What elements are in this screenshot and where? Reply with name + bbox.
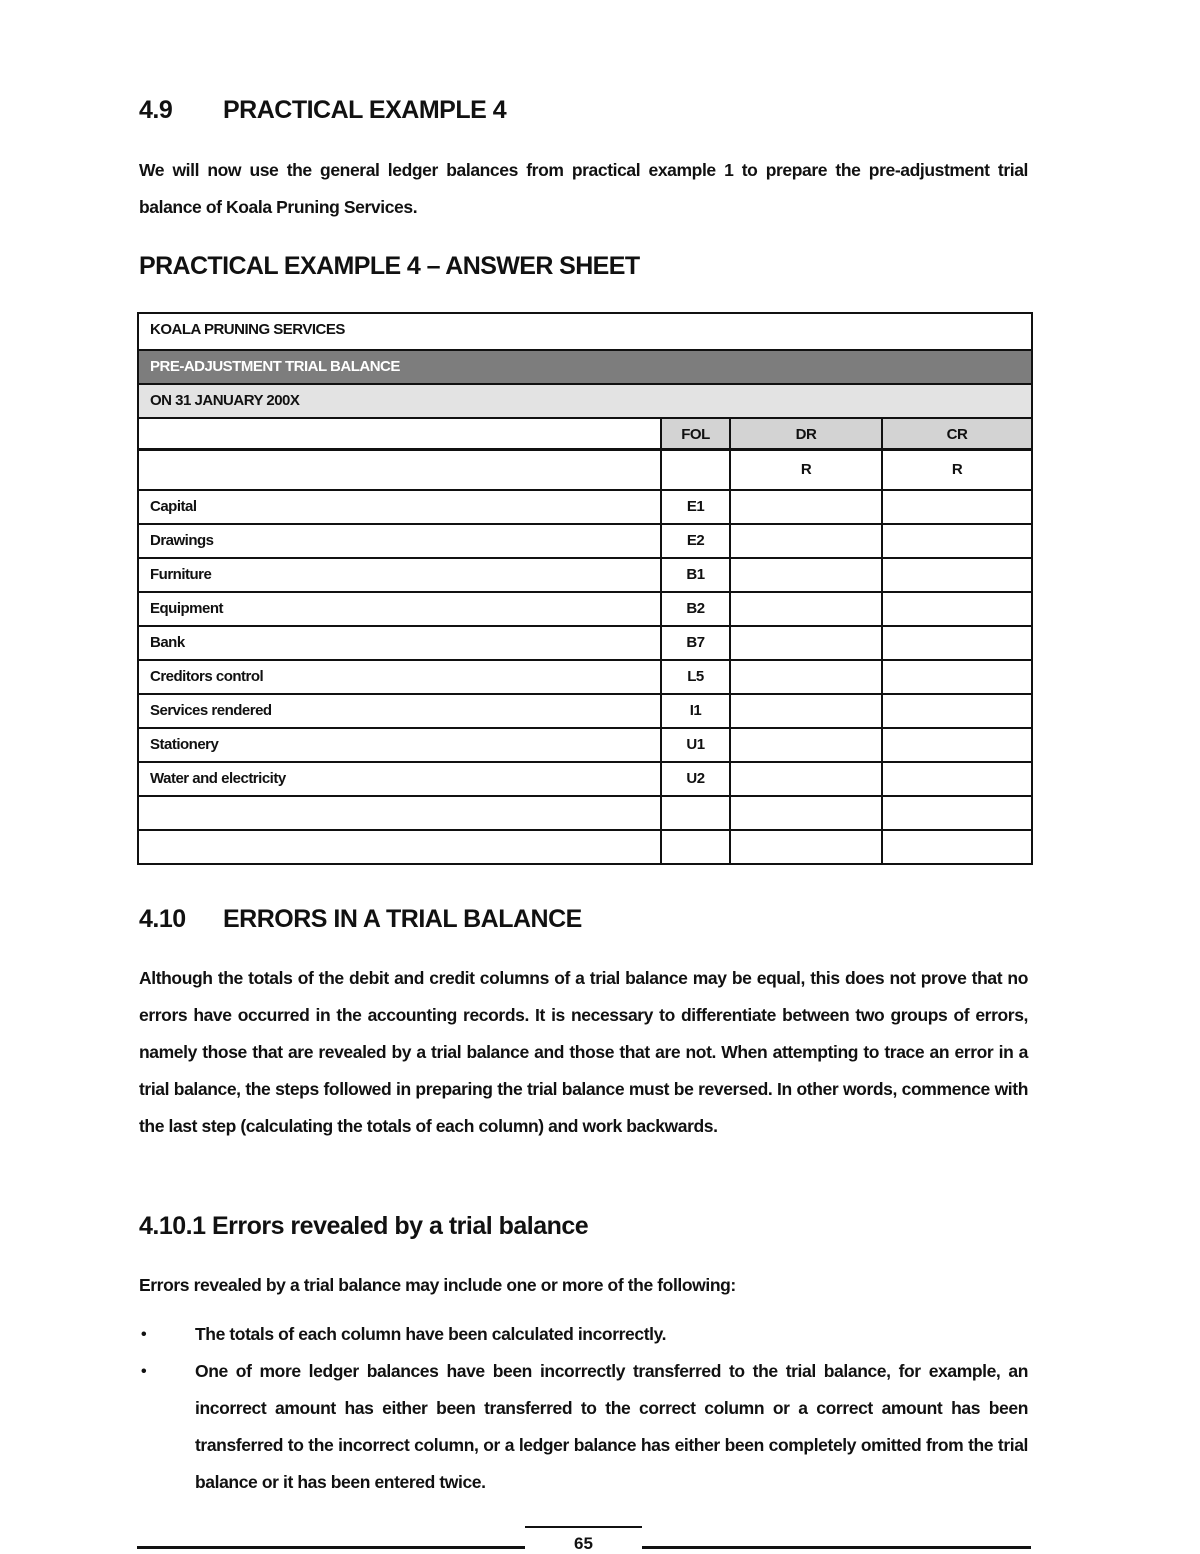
table-row — [139, 761, 1031, 795]
tb-account: Creditors control — [150, 668, 264, 685]
tb-account[interactable] — [139, 831, 660, 863]
tb-fol: L5 — [660, 661, 729, 693]
tb-cr-cell[interactable] — [881, 831, 1031, 863]
tb-date-row — [139, 383, 1031, 417]
footer-rule-left — [137, 1546, 525, 1549]
tb-cr-cell[interactable] — [881, 797, 1031, 829]
section-number: 4.10 — [139, 905, 186, 933]
tb-dr-cell[interactable] — [729, 695, 881, 727]
tb-fol: B2 — [660, 593, 729, 625]
list-item — [139, 1353, 1028, 1501]
footer-page-rule — [525, 1526, 642, 1528]
errors-bullet-list — [139, 1316, 1028, 1501]
tb-header-row — [139, 417, 1031, 451]
tb-account: Furniture — [150, 566, 212, 583]
tb-dr-cell[interactable] — [729, 729, 881, 761]
tb-cr-cell[interactable] — [881, 593, 1031, 625]
tb-currency-fol — [660, 451, 729, 489]
tb-fol: B1 — [660, 559, 729, 591]
trial-balance-table — [137, 312, 1033, 865]
tb-business-row — [139, 314, 1031, 349]
tb-cr-cell[interactable] — [881, 559, 1031, 591]
tb-fol: I1 — [660, 695, 729, 727]
tb-account: Stationery — [150, 736, 219, 753]
tb-header-account — [139, 419, 660, 448]
tb-header-cr: CR — [881, 419, 1031, 448]
tb-dr-cell[interactable] — [729, 491, 881, 523]
table-row — [139, 625, 1031, 659]
answer-sheet-title: PRACTICAL EXAMPLE 4 – ANSWER SHEET — [139, 252, 640, 280]
tb-title-row — [139, 349, 1031, 383]
tb-dr-cell[interactable] — [729, 763, 881, 795]
tb-account: Services rendered — [150, 702, 272, 719]
tb-dr-cell[interactable] — [729, 525, 881, 557]
tb-currency-row — [139, 451, 1031, 489]
intro-paragraph: We will now use the general ledger balances from practical example 1 to prepare the pre-adjustment trial balance of Koala Pruning Services. — [139, 160, 1028, 217]
tb-cr-cell[interactable] — [881, 525, 1031, 557]
tb-total-row — [139, 829, 1031, 863]
table-row — [139, 489, 1031, 523]
tb-fol: B7 — [660, 627, 729, 659]
tb-account[interactable] — [139, 797, 660, 829]
section-heading-4-10 — [139, 905, 582, 934]
tb-business-name: KOALA PRUNING SERVICES — [150, 321, 345, 338]
list-item-text: One of more ledger balances have been incorrectly transferred to the trial balance, for example, an incorrect amount has either been transferred to the correct column or a correct amount has been transferred to the incorrect column, or a ledger balance has either been completely omitted from the trial balance or it has been entered twice. — [195, 1361, 1028, 1492]
bullet-icon: • — [141, 1326, 147, 1343]
table-row — [139, 727, 1031, 761]
tb-cr-cell[interactable] — [881, 695, 1031, 727]
section-number: 4.9 — [139, 96, 173, 124]
tb-fol[interactable] — [660, 831, 729, 863]
tb-dr-cell[interactable] — [729, 593, 881, 625]
tb-fol[interactable] — [660, 797, 729, 829]
tb-cr-cell[interactable] — [881, 627, 1031, 659]
page-number: 65 — [574, 1534, 593, 1553]
revealed-intro: Errors revealed by a trial balance may include one or more of the following: — [139, 1275, 736, 1295]
table-row — [139, 523, 1031, 557]
table-row — [139, 557, 1031, 591]
tb-dr-cell[interactable] — [729, 627, 881, 659]
tb-currency-dr: R — [729, 451, 881, 489]
table-row — [139, 659, 1031, 693]
footer-rule-right — [642, 1546, 1031, 1549]
tb-header-dr: DR — [729, 419, 881, 448]
tb-fol: E2 — [660, 525, 729, 557]
errors-paragraph: Although the totals of the debit and credit columns of a trial balance may be equal, this does not prove that no errors have occurred in the accounting records. It is necessary to differentiate between two groups of errors, namely those that are revealed by a trial balance and those that are not. When attempting to trace an error in a trial balance, the steps followed in preparing the trial balance must be reversed. In other words, commence with the last step (calculating the totals of each column) and work backwards. — [139, 968, 1028, 1136]
tb-fol: E1 — [660, 491, 729, 523]
tb-dr-cell[interactable] — [729, 661, 881, 693]
section-title: PRACTICAL EXAMPLE 4 — [223, 96, 507, 124]
tb-empty-row — [139, 795, 1031, 829]
tb-date: ON 31 JANUARY 200X — [139, 385, 1031, 417]
table-row — [139, 591, 1031, 625]
tb-account: Drawings — [150, 532, 214, 549]
tb-cr-cell[interactable] — [881, 763, 1031, 795]
tb-account: Capital — [150, 498, 197, 515]
tb-account: Water and electricity — [150, 770, 286, 787]
tb-currency-account — [139, 451, 660, 489]
list-item-text: The totals of each column have been calculated incorrectly. — [195, 1324, 667, 1344]
tb-dr-cell[interactable] — [729, 831, 881, 863]
list-item — [139, 1316, 1028, 1353]
table-row — [139, 693, 1031, 727]
tb-fol: U1 — [660, 729, 729, 761]
tb-currency-cr: R — [881, 451, 1031, 489]
tb-account: Bank — [150, 634, 185, 651]
section-title: ERRORS IN A TRIAL BALANCE — [223, 905, 582, 933]
section-heading-4-9 — [139, 96, 506, 125]
tb-header-fol: FOL — [660, 419, 729, 448]
tb-title: PRE-ADJUSTMENT TRIAL BALANCE — [139, 351, 1031, 383]
tb-fol: U2 — [660, 763, 729, 795]
bullet-icon: • — [141, 1363, 147, 1380]
tb-dr-cell[interactable] — [729, 559, 881, 591]
tb-cr-cell[interactable] — [881, 729, 1031, 761]
tb-cr-cell[interactable] — [881, 661, 1031, 693]
tb-dr-cell[interactable] — [729, 797, 881, 829]
tb-account: Equipment — [150, 600, 223, 617]
subsection-heading-4-10-1: 4.10.1 Errors revealed by a trial balance — [139, 1212, 589, 1240]
tb-cr-cell[interactable] — [881, 491, 1031, 523]
